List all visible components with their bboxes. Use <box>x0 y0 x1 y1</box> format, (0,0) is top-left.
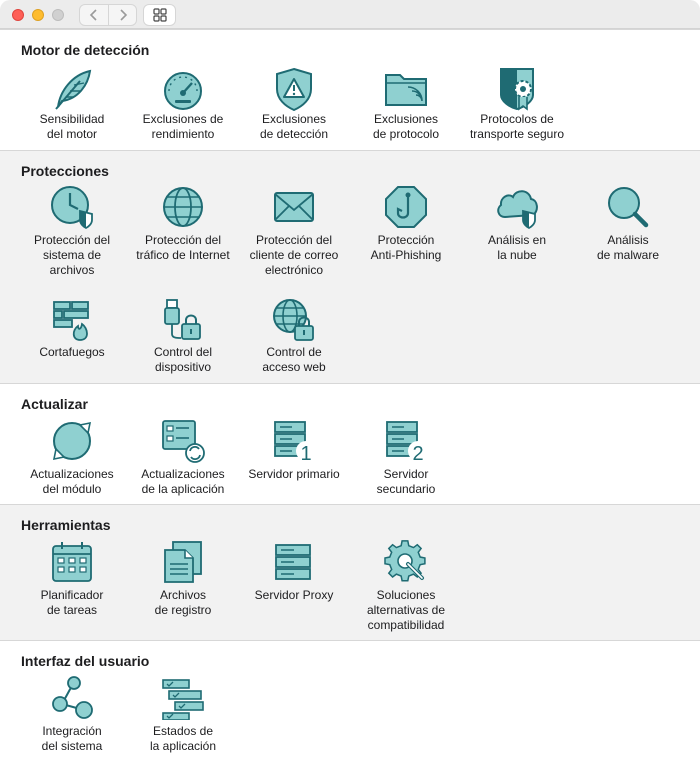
cloud-shield-icon <box>495 185 539 229</box>
item-label: Exclusiones de rendimiento <box>142 112 224 141</box>
warning-shield-icon <box>272 67 316 111</box>
section-protections <box>0 150 700 383</box>
section-tools <box>0 504 700 640</box>
zoom-window-button[interactable] <box>52 9 64 21</box>
item-label: Actualizaciones del módulo <box>30 467 114 496</box>
item-label: Estados de la aplicación <box>149 724 217 753</box>
item-label: Análisis en la nube <box>487 233 547 262</box>
chevron-left-icon <box>89 9 99 21</box>
section-title: Herramientas <box>21 517 111 533</box>
item-label: Control del dispositivo <box>153 345 213 374</box>
item-label: Planificador de tareas <box>40 588 104 617</box>
server-number-badge: 2 <box>412 443 424 463</box>
item-label: Servidor secundario <box>376 467 436 496</box>
back-button[interactable] <box>80 5 108 25</box>
item-label: Soluciones alternativas de compatibilidad <box>366 588 446 632</box>
section-detection-engine <box>0 29 700 150</box>
magnifier-icon <box>606 185 650 229</box>
item-label: Protección Anti-Phishing <box>370 233 442 262</box>
item-label: Protección del cliente de correo electrónico <box>249 233 339 277</box>
log-files-icon <box>161 540 205 584</box>
close-window-button[interactable] <box>12 9 24 21</box>
item-label: Exclusiones de detección <box>259 112 329 141</box>
speedometer-icon <box>161 67 205 111</box>
section-title: Motor de detección <box>21 42 150 58</box>
item-label: Actualizaciones de la aplicación <box>141 467 225 496</box>
item-label: Integración del sistema <box>41 724 103 753</box>
proxy-server-icon <box>272 540 316 584</box>
server-one-icon <box>272 419 316 463</box>
forward-button[interactable] <box>108 5 136 25</box>
item-label: Protección del tráfico de Internet <box>136 233 230 262</box>
gear-wrench-icon <box>384 540 428 584</box>
item-label: Protección del sistema de archivos <box>33 233 111 277</box>
folder-signal-icon <box>384 67 428 111</box>
grid-view-button[interactable] <box>143 4 176 26</box>
server-number-badge: 1 <box>300 443 312 463</box>
app-update-icon <box>161 419 205 463</box>
clock-shield-icon <box>50 185 94 229</box>
chevron-right-icon <box>118 9 128 21</box>
section-user-interface <box>0 640 700 760</box>
section-update <box>0 383 700 504</box>
section-title: Protecciones <box>21 163 109 179</box>
minimize-window-button[interactable] <box>32 9 44 21</box>
item-label: Exclusiones de protocolo <box>372 112 440 141</box>
item-label: Análisis de malware <box>596 233 660 262</box>
section-title: Actualizar <box>21 396 88 412</box>
section-title: Interfaz del usuario <box>21 653 150 669</box>
navigation-buttons <box>79 4 137 26</box>
item-label: Servidor Proxy <box>254 588 334 602</box>
share-nodes-icon <box>50 676 94 720</box>
firewall-icon <box>50 298 94 342</box>
certificate-gear-icon <box>495 67 539 111</box>
item-label: Protocolos de transporte seguro <box>469 112 565 141</box>
item-label: Servidor primario <box>248 467 340 481</box>
envelope-icon <box>272 185 316 229</box>
server-two-icon <box>384 419 428 463</box>
window-titlebar <box>0 0 700 29</box>
usb-lock-icon <box>161 298 205 342</box>
item-label: Control de acceso web <box>262 345 326 374</box>
phishing-hook-icon <box>384 185 428 229</box>
globe-icon <box>161 185 205 229</box>
calendar-icon <box>50 540 94 584</box>
item-label: Sensibilidad del motor <box>39 112 105 141</box>
item-label: Cortafuegos <box>39 345 105 359</box>
item-label: Archivos de registro <box>154 588 212 617</box>
feather-icon <box>50 67 94 111</box>
refresh-circle-icon <box>50 419 94 463</box>
checklist-icon <box>161 676 205 720</box>
globe-lock-icon <box>272 298 316 342</box>
grid-icon <box>153 8 167 22</box>
